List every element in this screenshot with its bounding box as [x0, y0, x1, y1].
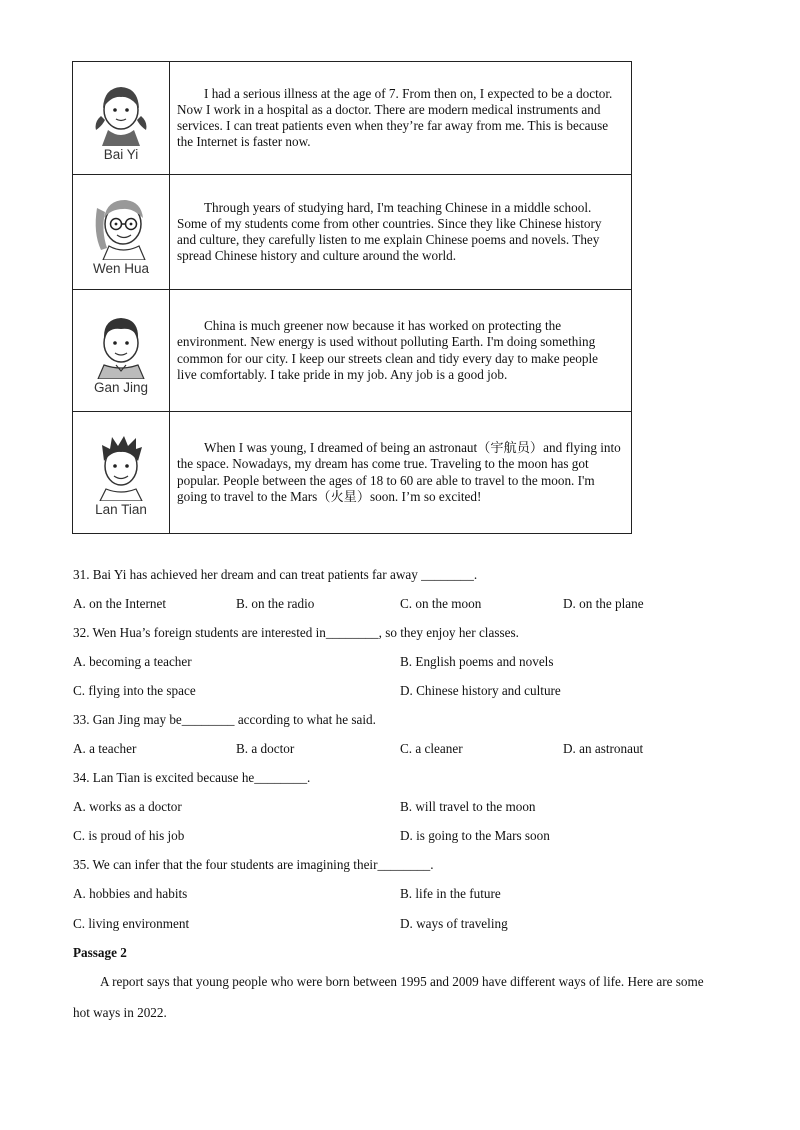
person-cell	[73, 62, 170, 175]
person-row	[73, 412, 632, 534]
answer-option[interactable]: D. is going to the Mars soon	[400, 828, 550, 843]
answer-option[interactable]: B. life in the future	[400, 886, 501, 901]
person-row	[73, 62, 632, 175]
person-name: Lan Tian	[95, 501, 147, 517]
answer-option[interactable]: D. ways of traveling	[400, 916, 508, 931]
answer-option[interactable]: B. will travel to the moon	[400, 799, 536, 814]
question-stem: 35. We can infer that the four students are imagining their________.	[73, 857, 434, 872]
question-stem: 34. Lan Tian is excited because he________.	[73, 770, 311, 785]
answer-option[interactable]: D. Chinese history and culture	[400, 683, 561, 698]
person-text: When I was young, I dreamed of being an astronaut（宇航员）and flying into the space. Nowadays, my dream has come true. Traveling to the moon has got popular. People between the ages of 18 to 60 are able to travel to the moon. I'm going to travel to the Mars（火星）soon. I’m so excited!	[177, 440, 621, 504]
answer-option[interactable]: B. on the radio	[236, 596, 315, 611]
person-text-cell	[170, 290, 632, 412]
answer-option[interactable]: C. on the moon	[400, 596, 482, 611]
person-name: Bai Yi	[103, 147, 139, 162]
person-cell	[73, 175, 170, 290]
passage-title: Passage 2	[73, 945, 127, 960]
girl-with-pigtails-icon	[86, 74, 156, 146]
answer-option[interactable]: D. an astronaut	[563, 741, 644, 756]
person-text: I had a serious illness at the age of 7. From then on, I expected to be a doctor. Now I work in a hospital as a doctor. There are modern medical instruments and services. I can treat patients even when they’re far away from me. This is because the Internet is faster now.	[177, 85, 613, 150]
people-table	[72, 61, 632, 534]
person-cell	[73, 412, 170, 534]
answer-option[interactable]: C. flying into the space	[73, 683, 196, 698]
answer-option[interactable]: A. hobbies and habits	[73, 886, 188, 901]
answer-option[interactable]: C. is proud of his job	[73, 828, 185, 843]
question-stem: 32. Wen Hua’s foreign students are interested in________, so they enjoy her classes.	[73, 625, 519, 640]
answer-option[interactable]: C. a cleaner	[400, 741, 463, 756]
answer-option[interactable]: B. English poems and novels	[400, 654, 554, 669]
person-row	[73, 175, 632, 290]
girl-with-glasses-icon	[83, 188, 159, 260]
boy-short-hair-icon	[86, 307, 156, 379]
person-name: Wen Hua	[92, 261, 150, 276]
answer-option[interactable]: A. becoming a teacher	[73, 654, 192, 669]
boy-spiky-hair-icon	[86, 429, 156, 501]
person-text-cell	[170, 175, 632, 290]
person-text: China is much greener now because it has worked on protecting the environment. New energy is used without polluting Earth. I'm doing something common for our city. I keep our streets clean and tidy every day to make people live comfortably. I take pride in my job. Any job is a good job.	[177, 318, 598, 382]
question-stem: 31. Bai Yi has achieved her dream and can treat patients far away ________.	[73, 567, 478, 582]
question-stem: 33. Gan Jing may be________ according to what he said.	[73, 712, 376, 727]
person-text: Through years of studying hard, I'm teaching Chinese in a middle school. Some of my students come from other countries. Since they like Chinese history and culture, they carefully listen to me explain Chinese poems and novels. They spread Chinese history and culture around the world.	[177, 199, 602, 264]
answer-option[interactable]: D. on the plane	[563, 596, 644, 611]
answer-option[interactable]: A. works as a doctor	[73, 799, 182, 814]
answer-option[interactable]: A. a teacher	[73, 741, 137, 756]
passage-paragraph: A report says that young people who were born between 1995 and 2009 have different ways of life. Here are some hot ways in 2022.	[73, 974, 704, 1020]
answer-option[interactable]: B. a doctor	[236, 741, 295, 756]
person-name: Gan Jing	[93, 379, 149, 395]
answer-option[interactable]: A. on the Internet	[73, 596, 167, 611]
answer-option[interactable]: C. living environment	[73, 916, 190, 931]
person-cell	[73, 290, 170, 412]
person-text-cell	[170, 412, 632, 534]
person-row	[73, 290, 632, 412]
person-text-cell	[170, 62, 632, 175]
